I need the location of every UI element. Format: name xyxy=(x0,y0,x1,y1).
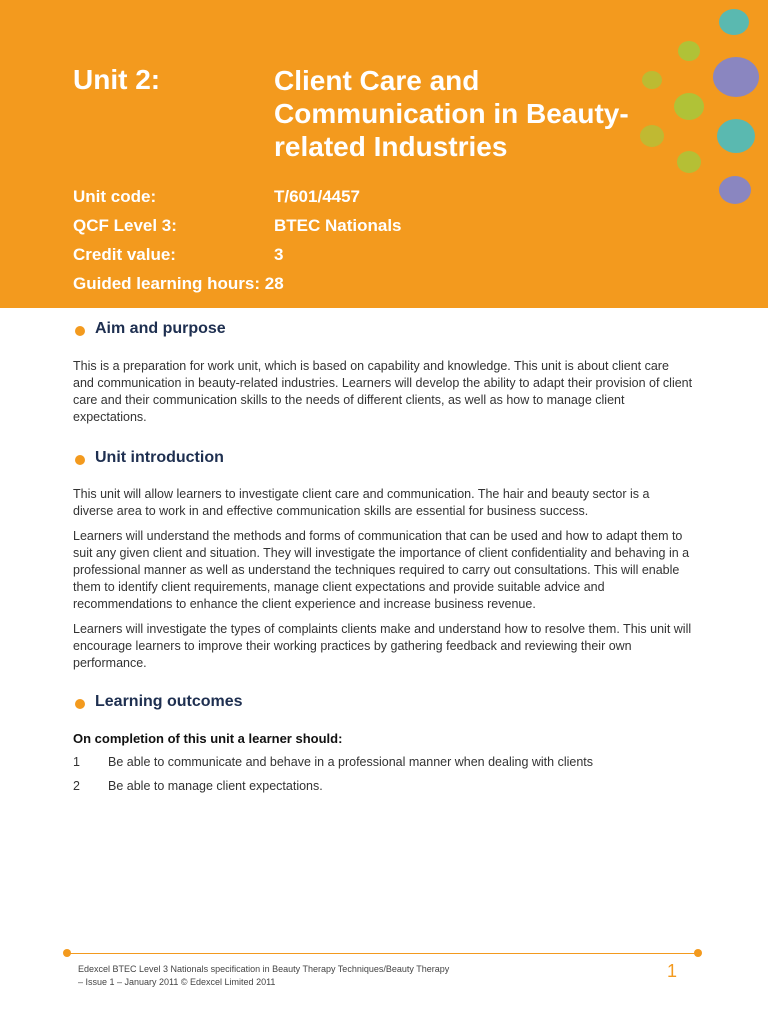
meta-unit-code xyxy=(73,187,361,207)
meta-value: 3 xyxy=(274,245,284,264)
meta-label: Credit value: xyxy=(73,245,176,264)
intro-body xyxy=(73,486,693,680)
decorative-dot xyxy=(642,71,662,89)
decorative-dot xyxy=(677,151,701,173)
paragraph: This unit will allow learners to investigate client care and communication. The hair and beauty sector is a diverse area to work in and effective communication skills are essential for business success. xyxy=(73,487,650,518)
footer-line-1: Edexcel BTEC Level 3 Nationals specification in Beauty Therapy Techniques/Beauty Therapy xyxy=(78,964,450,974)
page-number: 1 xyxy=(667,961,678,981)
section-heading-intro xyxy=(75,449,224,467)
meta-value: 28 xyxy=(264,274,284,293)
meta-value: T/601/4457 xyxy=(274,187,361,206)
decorative-dot xyxy=(678,41,700,61)
bullet-icon xyxy=(75,326,85,336)
meta-label: QCF Level 3: xyxy=(73,216,177,235)
decorative-dot xyxy=(674,93,704,120)
meta-guided-learning-hours xyxy=(73,274,284,294)
decorative-dot xyxy=(713,57,759,97)
meta-credit-value xyxy=(73,245,284,265)
meta-label: Guided learning hours: xyxy=(73,274,261,293)
footer-line-2: – Issue 1 – January 2011 © Edexcel Limited 2011 xyxy=(78,977,276,987)
outcome-number: 1 xyxy=(73,755,80,769)
outcome-text: Be able to communicate and behave in a professional manner when dealing with clients xyxy=(108,755,594,769)
bullet-icon xyxy=(75,455,85,465)
section-heading-outcomes xyxy=(75,693,243,711)
paragraph: Learners will investigate the types of complaints clients make and understand how to resolve them. This unit will encourage learners to improve their working practices by gathering feedback and reviewing their own performance. xyxy=(73,622,692,670)
footer-divider xyxy=(66,953,698,954)
footer-text xyxy=(78,963,578,989)
section-heading-aim xyxy=(75,320,226,338)
outcome-number: 2 xyxy=(73,779,80,793)
decorative-dot xyxy=(640,125,664,147)
unit-title: Client Care and Communication in Beauty-related Industries xyxy=(274,65,629,162)
paragraph: Learners will understand the methods and forms of communication that can be used and how to adapt them to suit any given client and situation. They will investigate the importance of client confidentiality and behaving in a professional manner as well as understand the techniques required to carry out consultations. This will enable them to identify client requirements, manage client expectations and provide suitable advice and recommendations to enhance the client experience and increase business revenue. xyxy=(73,529,690,611)
unit-label: Unit 2: xyxy=(73,64,161,95)
meta-qcf-level xyxy=(73,216,402,236)
decorative-dot xyxy=(717,119,755,153)
decorative-dot xyxy=(719,9,749,35)
footer-dot xyxy=(694,949,702,957)
outcome-text: Be able to manage client expectations. xyxy=(108,779,323,793)
aim-body xyxy=(73,358,693,434)
heading-text: Unit introduction xyxy=(95,449,224,466)
bullet-icon xyxy=(75,699,85,709)
decorative-dot xyxy=(719,176,751,204)
heading-text: Aim and purpose xyxy=(95,320,226,337)
heading-text: Learning outcomes xyxy=(95,693,243,710)
outcomes-subheading: On completion of this unit a learner should: xyxy=(73,731,343,746)
meta-label: Unit code: xyxy=(73,187,157,206)
header-banner xyxy=(0,0,768,308)
meta-value: BTEC Nationals xyxy=(274,216,402,235)
paragraph: This is a preparation for work unit, which is based on capability and knowledge. This unit is about client care and communication in beauty-related industries. Learners will develop the ability to adapt their provision of client care and their communication skills to the needs of different clients, as well as how to manage client expectations. xyxy=(73,359,693,424)
